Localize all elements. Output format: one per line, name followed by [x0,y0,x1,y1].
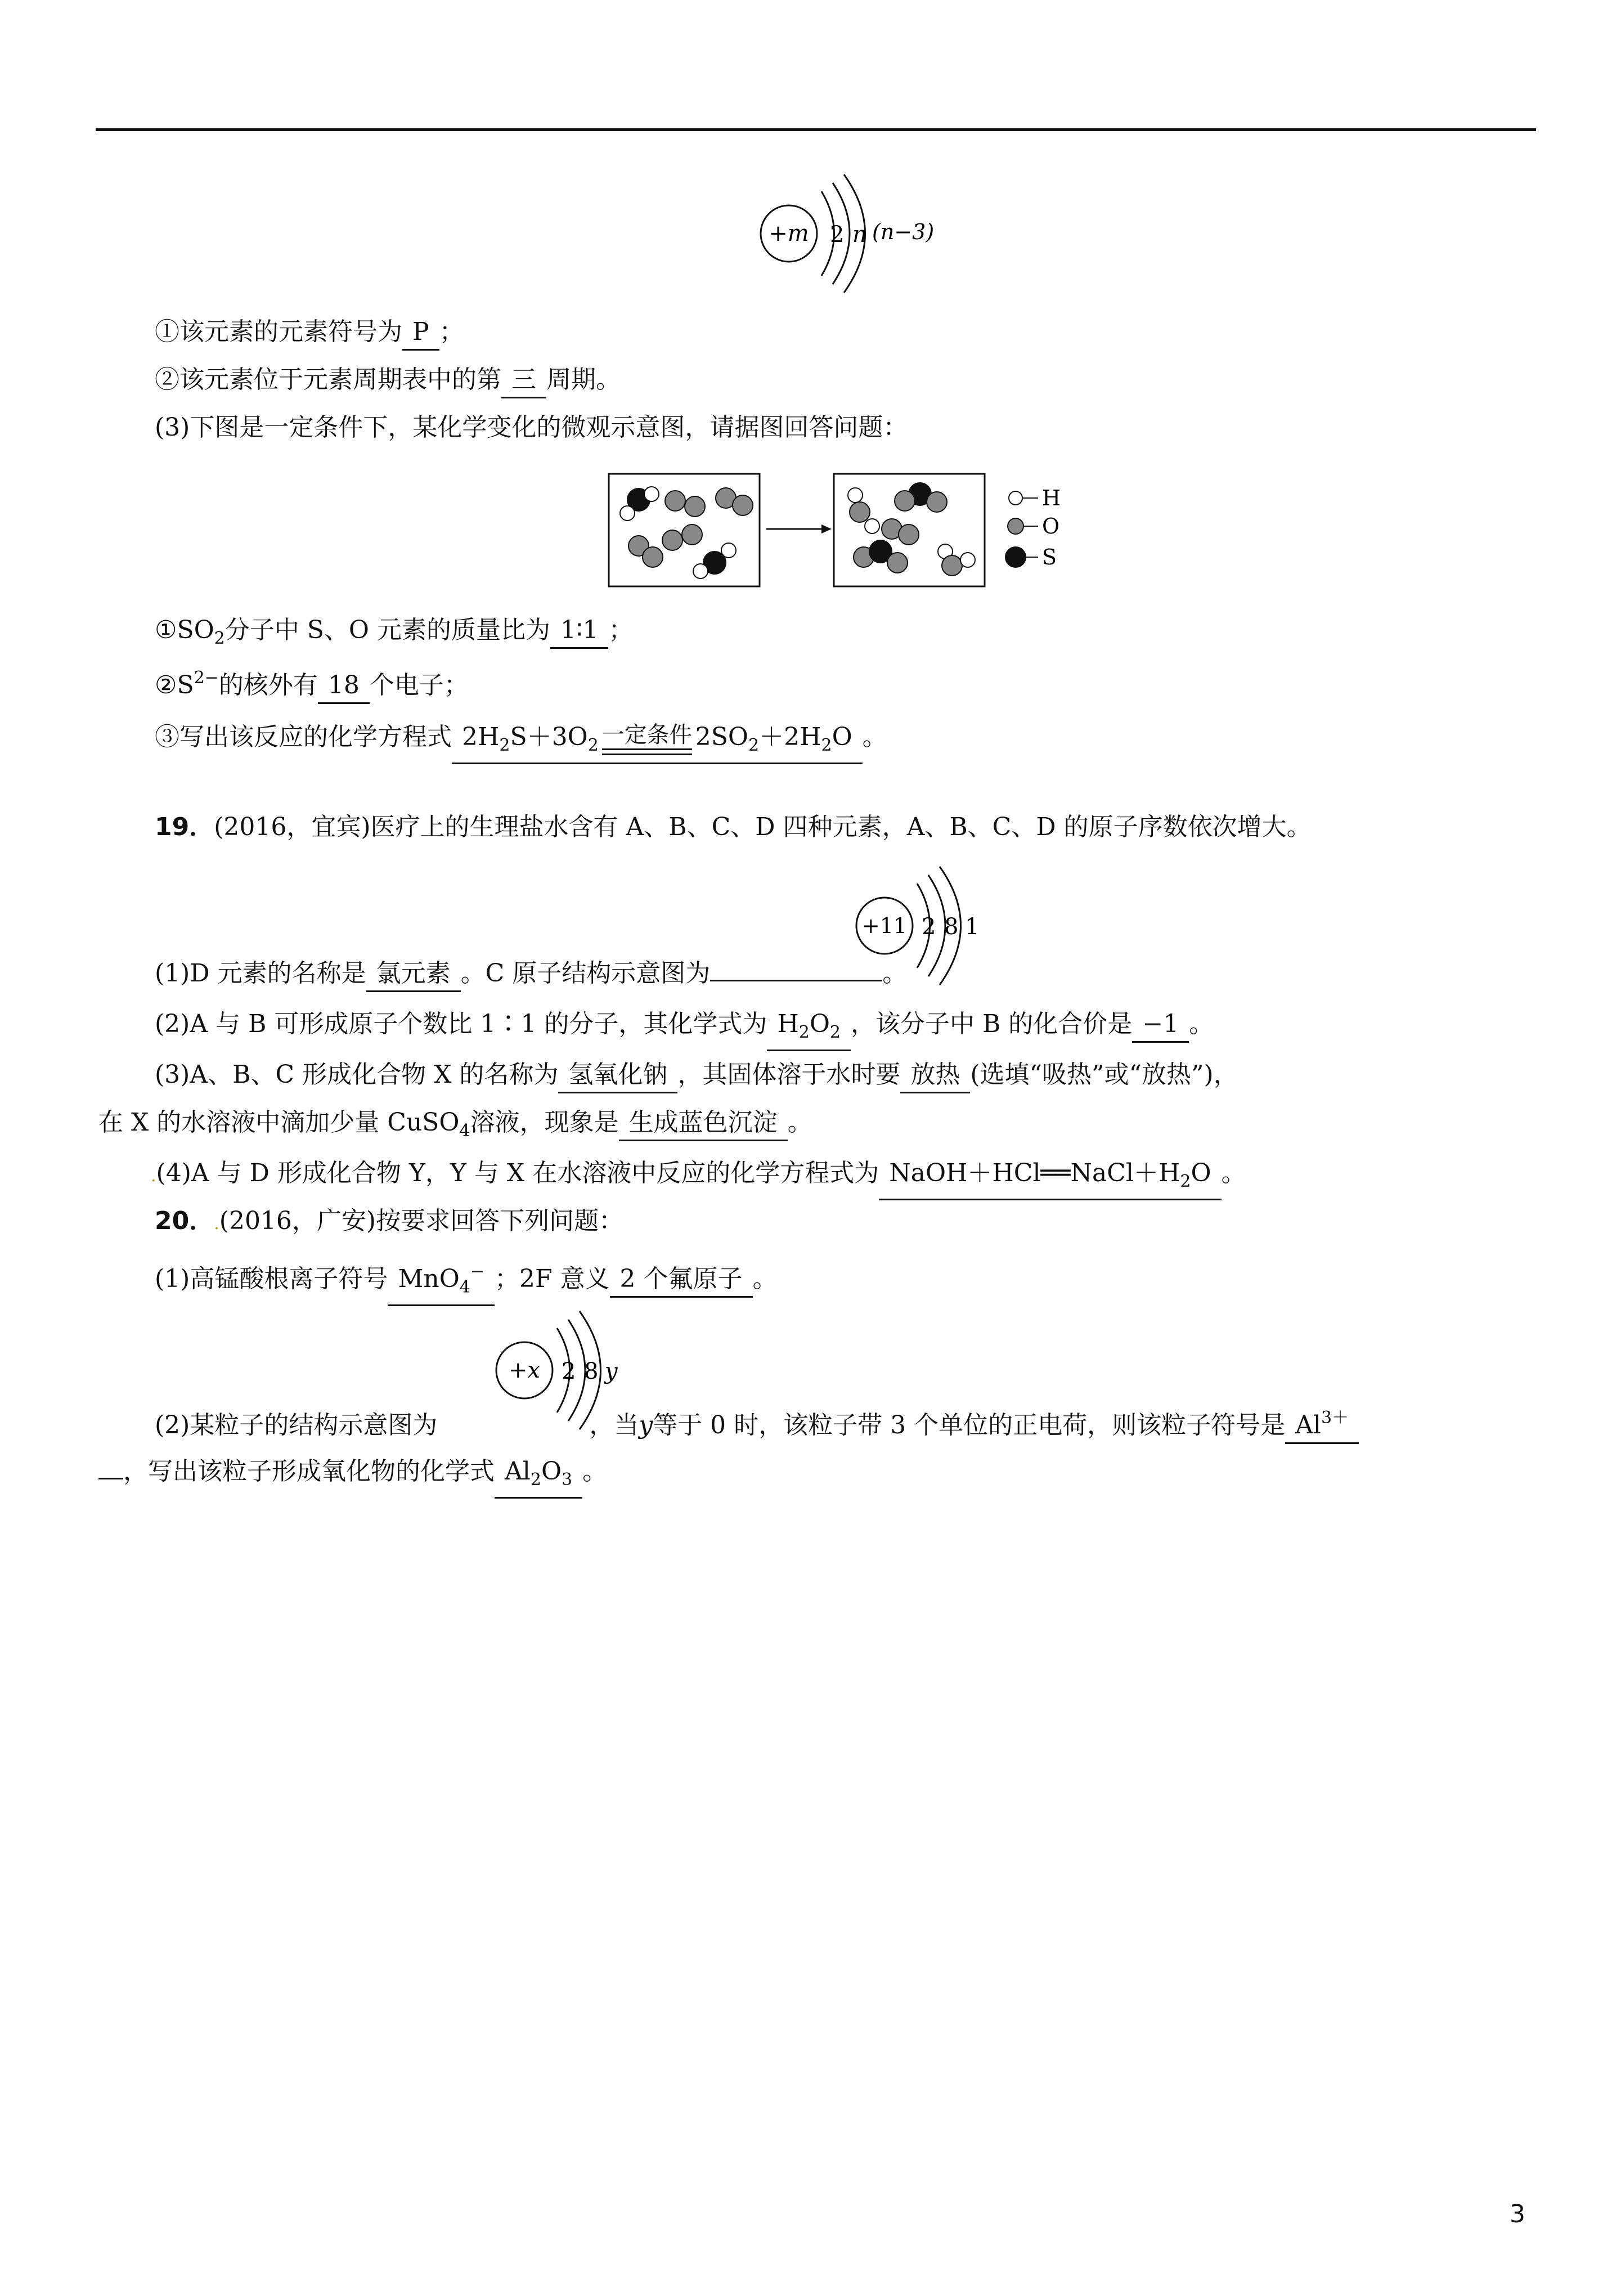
question-number: 20． [155,1207,214,1235]
atom-structure-diagram-1 [754,169,945,298]
line-q3: (3)下图是一定条件下，某化学变化的微观示意图，请据图回答问题： [155,413,908,442]
answer-blank: $NaOH+HCl══NaCl+H_2O$ [879,1156,1221,1200]
line-mass-ratio: $①SO_2$分子中 S、O 元素的质量比为 1∶1 ； [155,613,633,656]
answer-blank: 生成蓝色沉淀 [619,1106,788,1141]
line-particle-part1: (2)某粒子的结构示意图为 ，当y等于 0 时，该粒子带 3 个单位的正电荷，则该粒子符号是 $Al^{3+}$ [155,1401,1359,1444]
shell-1: 2 [830,222,845,248]
shell-3: (n−3) [872,219,935,244]
legend-o-icon [1008,518,1023,534]
line-equation: ③写出该反应的化学方程式 $2H_2S+3O_2$ 一定条件 $2SO_2+2H_2O$ 。 [155,720,887,764]
line-particle-part2: ，写出该粒子形成氧化物的化学式 $Al_2O_3$ 。 [98,1455,607,1499]
line-cuso4: 在 X 的水溶液中滴加少量 CuSO$_4$溶液，现象是 生成蓝色沉淀 。 [98,1106,812,1148]
nucleus-label: +11 [861,913,908,938]
answer-blank: $Al_2O_3$ [495,1455,582,1499]
answer-blank: 18 [318,669,370,704]
answer-blank: 三 [501,363,546,398]
answer-blank: 放热 [900,1058,970,1093]
legend-s-icon [1005,547,1026,567]
nucleus-label: +x [508,1357,541,1383]
answer-blank-diagram [710,980,882,981]
answer-blank: $H_2O_2$ [767,1007,851,1051]
line-electrons: $②S^{2-}$的核外有 18 个电子； [155,661,469,704]
answer-blank: 氢氧化钠 [558,1058,677,1093]
page-number: 3 [1510,2200,1525,2228]
line-element-symbol: ①该元素的元素符号为 P ； [155,315,464,351]
nucleus-label: +m [769,221,809,246]
question-number: 19． [155,813,214,841]
line-compound-x: (3)A、B、C 形成化合物 X 的名称为 氢氧化钠 ，其固体溶于水时要 放热 (选填“吸热”或“放热”)， [155,1058,1238,1093]
answer-blank: 氯元素 [366,957,461,992]
answer-blank: $Al^{3+}$ [1285,1401,1359,1444]
shell-1: 2 [562,1358,576,1384]
reaction-micro-diagram [608,473,1080,591]
answer-blank: P [402,315,439,351]
top-rule [96,128,1536,131]
line-permanganate: (1)高锰酸根离子符号 MnO$_4$− ；2F 意义 2 个氟原子 。 [155,1255,778,1306]
legend-h-icon [1009,491,1022,505]
line-ab-molecule: (2)A 与 B 可形成原子个数比 1∶1 的分子，其化学式为 $H_2O_2$ ，该分子中 B 的化合价是 −1 。 [155,1007,1214,1051]
legend-s-label: S [1042,545,1057,569]
answer-blank: $2H_2S+3O_2$ 一定条件 $2SO_2+2H_2O$ [452,720,863,764]
line-neutralization: .(4)A 与 D 形成化合物 Y，Y 与 X 在水溶液中反应的化学方程式为 $NaOH+HCl══NaCl+H_2O$ 。 [151,1156,1246,1200]
answer-blank: −1 [1132,1007,1189,1043]
shell-3: 1 [965,914,980,940]
line-d-element: (1)D 元素的名称是 氯元素 。C 原子结构示意图为 。 [155,957,907,992]
line-period: ②该元素位于元素周期表中的第 三 周期。 [155,363,621,398]
reaction-condition: 一定条件 [602,723,692,755]
question-20: 20．.(2016，广安)按要求回答下列问题： [155,1207,624,1235]
answer-blank: 1∶1 [550,613,608,649]
legend-o-label: O [1042,514,1060,539]
shell-2: 8 [944,914,959,940]
shell-2: n [852,222,867,248]
shell-3: y [605,1358,618,1384]
answer-blank: 2 个氟原子 [610,1262,753,1298]
question-19: 19．(2016，宜宾)医疗上的生理盐水含有 A、B、C、D 四种元素，A、B、C、D 的原子序数依次增大。 [155,813,1312,841]
shell-1: 2 [922,914,936,940]
answer-blank: MnO$_4$− [388,1255,495,1306]
shell-2: 8 [584,1358,599,1384]
legend-h-label: H [1042,486,1061,510]
